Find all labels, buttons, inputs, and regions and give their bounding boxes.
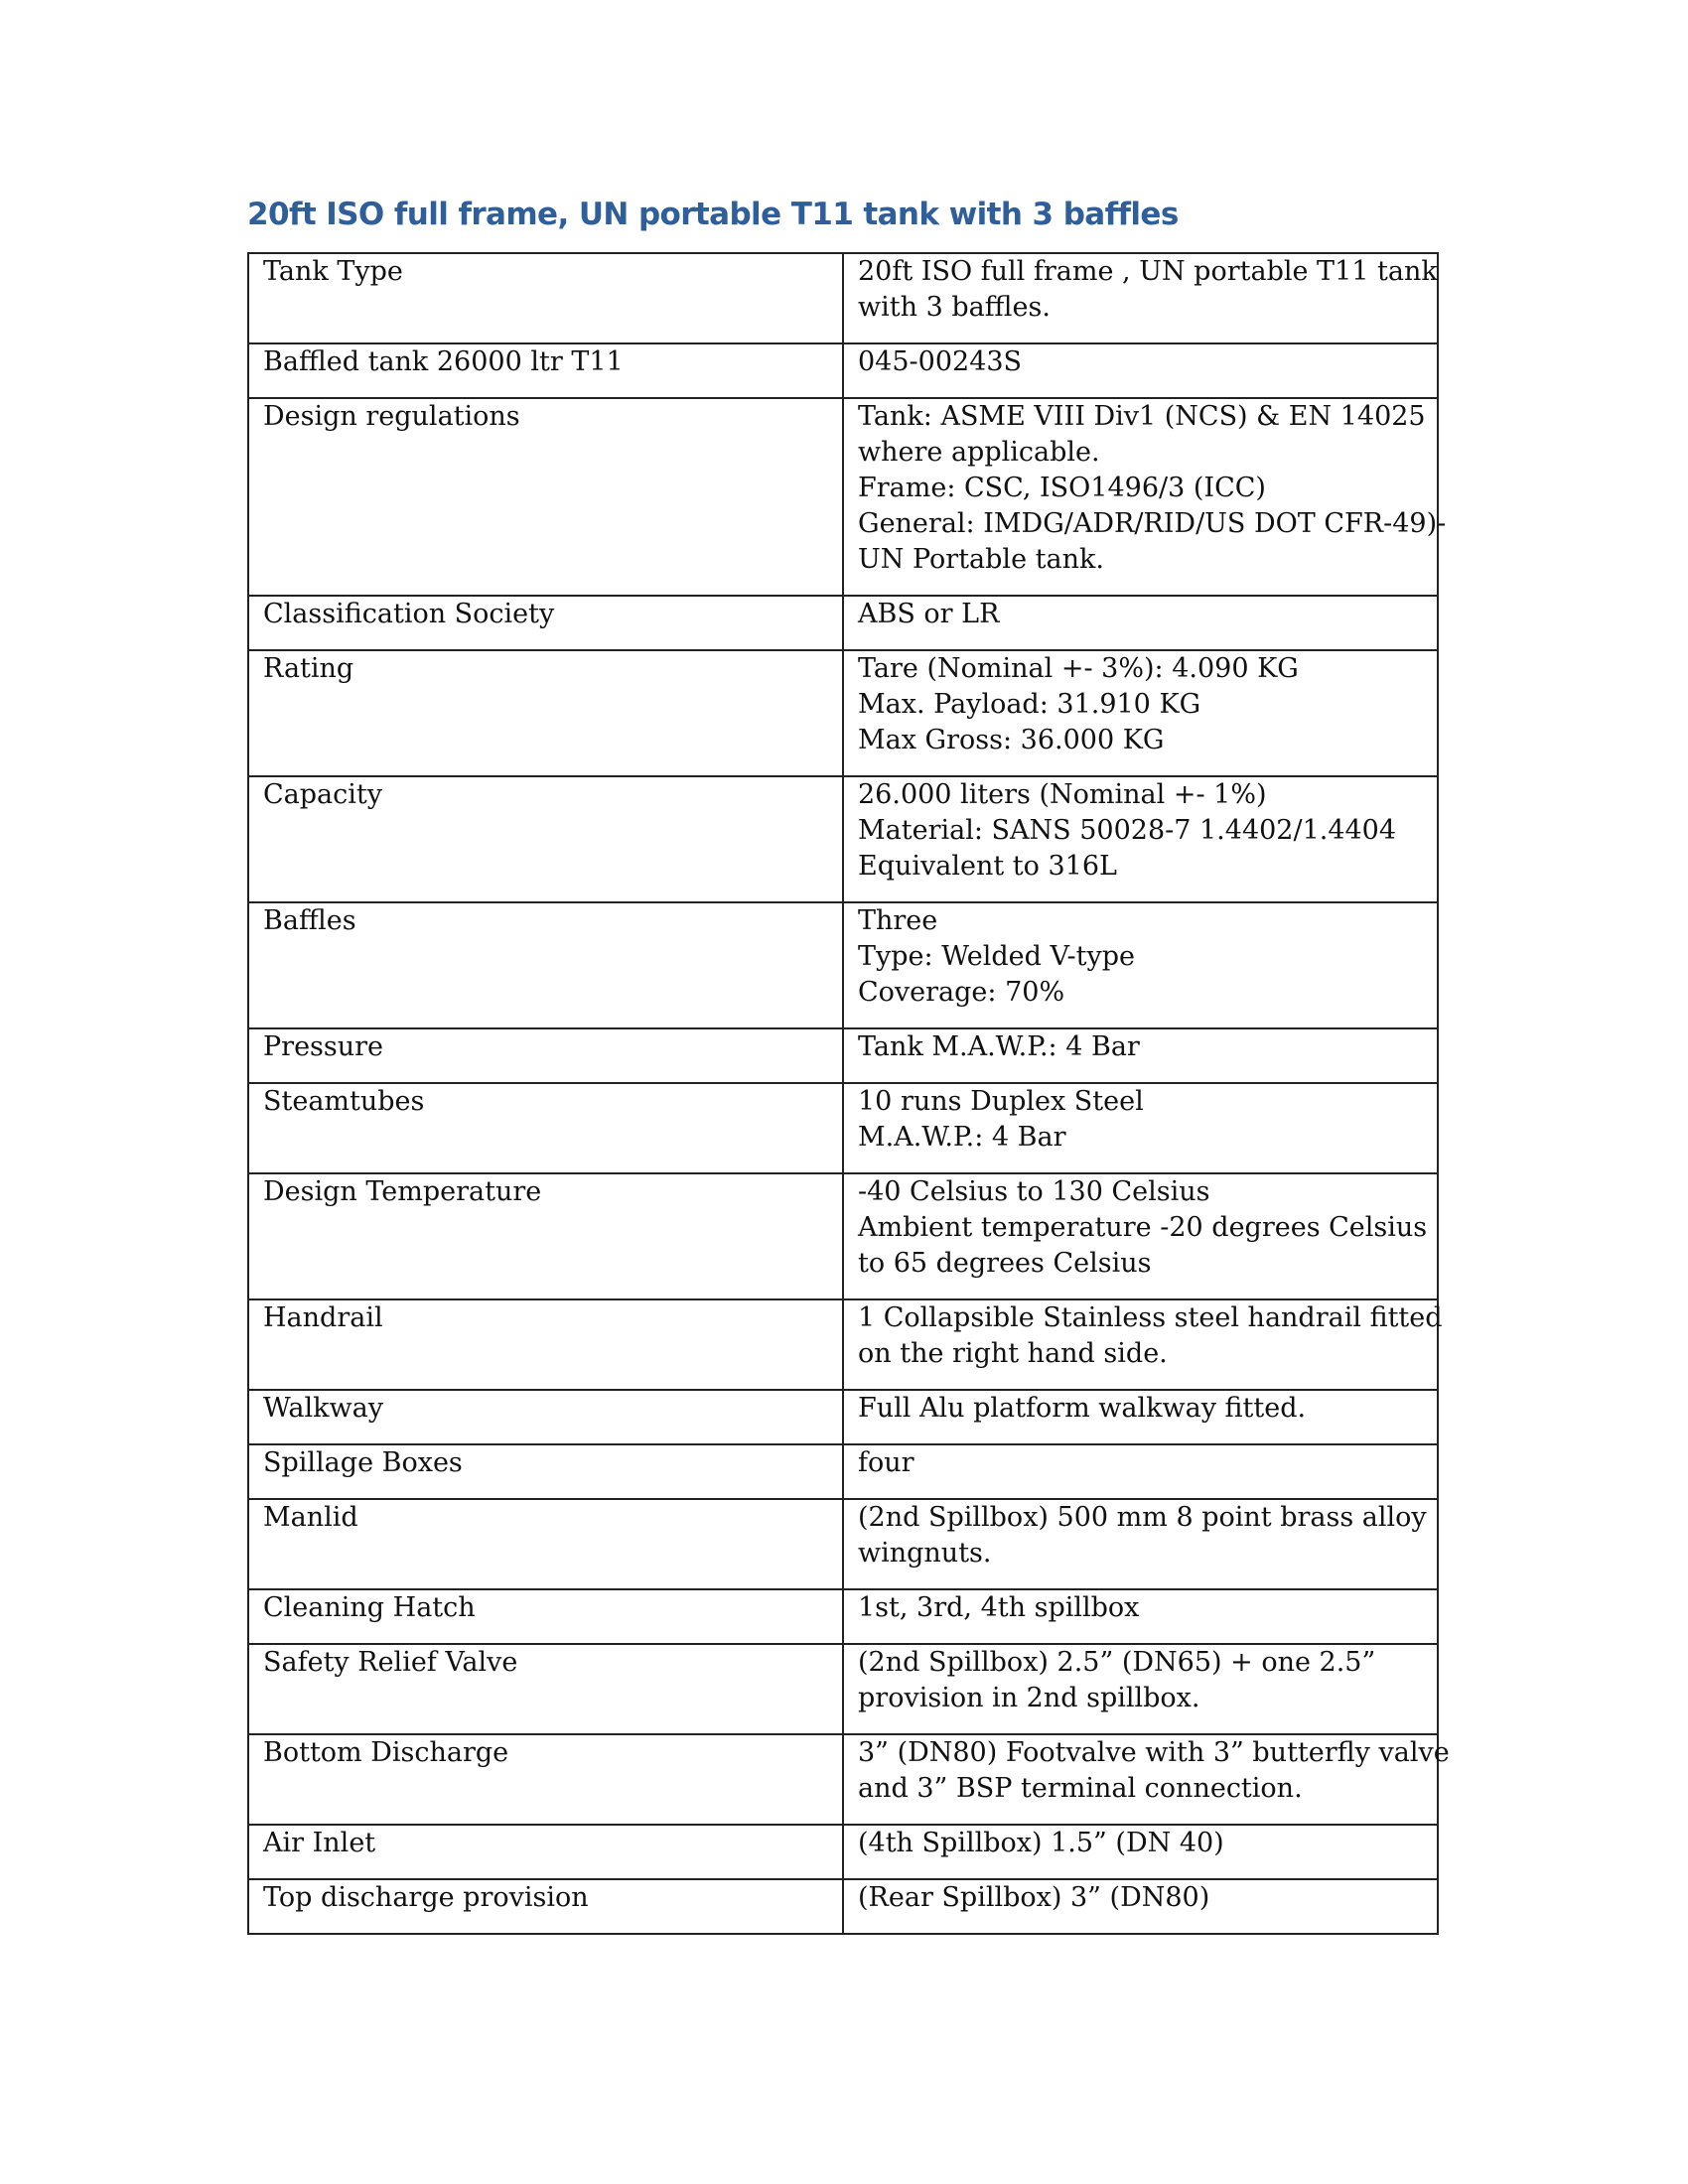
spec-label [248,253,843,343]
spec-label [248,1499,843,1589]
spec-value-line: and 3” BSP terminal connection. [858,1773,1303,1804]
spec-value-line: Tare (Nominal +- 3%): 4.090 KG [858,653,1299,684]
spec-value [843,902,1438,1028]
spec-value [843,1499,1438,1589]
table-row [248,1644,1438,1734]
spec-value-line: Coverage: 70% [858,977,1065,1008]
spec-value-line: Ambient temperature -20 degrees Celsius [858,1212,1428,1243]
spec-value-line: Material: SANS 50028-7 1.4402/1.4404 [858,815,1397,846]
table-row [248,596,1438,650]
spec-label [248,343,843,398]
table-row [248,650,1438,776]
table-row [248,776,1438,902]
spec-value [843,1390,1438,1444]
table-row [248,1083,1438,1173]
spec-label [248,1390,843,1444]
table-row [248,1499,1438,1589]
spec-value [843,1734,1450,1825]
spec-value-line: Full Alu platform walkway fitted. [858,1393,1307,1424]
spec-label [248,398,843,596]
spec-label-text: Bottom Discharge [263,1737,509,1768]
spec-label [248,902,843,1028]
spec-label-text: Tank Type [263,256,403,287]
spec-value-line: (2nd Spillbox) 2.5” (DN65) + one 2.5” [858,1647,1376,1678]
spec-value-line: (Rear Spillbox) 3” (DN80) [858,1882,1210,1913]
spec-value [843,1444,1438,1499]
table-row [248,1879,1438,1934]
table-row [248,253,1438,343]
spec-value-line: 045-00243S [858,346,1023,377]
spec-value [843,253,1438,343]
spec-label [248,1173,843,1299]
table-row [248,398,1438,596]
spec-label-text: Handrail [263,1302,383,1333]
spec-label [248,776,843,902]
table-row [248,1028,1438,1083]
spec-value [843,650,1438,776]
spec-label [248,1734,843,1825]
spec-value [843,1879,1438,1934]
spec-label-text: Safety Relief Valve [263,1647,518,1678]
spec-label-text: Rating [263,653,354,684]
spec-label [248,1444,843,1499]
spec-value-line: provision in 2nd spillbox. [858,1683,1200,1713]
spec-label-text: Top discharge provision [263,1882,589,1913]
spec-value-line: 3” (DN80) Footvalve with 3” butterfly valve [858,1737,1450,1768]
spec-label-text: Walkway [263,1393,383,1424]
spec-value-line: Three [858,905,938,936]
spec-value-line: Frame: CSC, ISO1496/3 (ICC) [858,473,1266,503]
spec-label [248,1299,843,1390]
spec-value [843,1083,1438,1173]
spec-value-line: UN Portable tank. [858,544,1104,575]
spec-value-line: on the right hand side. [858,1338,1168,1369]
spec-value-line: General: IMDG/ADR/RID/US DOT CFR-49)- [858,508,1447,539]
spec-value [843,1299,1443,1390]
spec-value-line: -40 Celsius to 130 Celsius [858,1176,1210,1207]
spec-label [248,1825,843,1879]
spec-value [843,398,1447,596]
spec-value-line: 1st, 3rd, 4th spillbox [858,1592,1140,1623]
spec-value [843,1644,1438,1734]
spec-label [248,1083,843,1173]
spec-label-text: Steamtubes [263,1086,425,1117]
spec-value [843,1173,1438,1299]
spec-label-text: Design regulations [263,401,520,432]
spec-value-line: (2nd Spillbox) 500 mm 8 point brass alloy [858,1502,1427,1533]
spec-label-text: Capacity [263,779,382,810]
table-row [248,902,1438,1028]
spec-label-text: Classification Society [263,599,555,629]
spec-value [843,776,1438,902]
spec-value-line: Max Gross: 36.000 KG [858,725,1165,755]
spec-label-text: Design Temperature [263,1176,542,1207]
spec-table [247,252,1450,1935]
spec-value-line: to 65 degrees Celsius [858,1248,1152,1279]
table-row [248,1444,1438,1499]
spec-value-line: Tank: ASME VIII Div1 (NCS) & EN 14025 [858,401,1426,432]
table-row [248,1390,1438,1444]
spec-value [843,596,1438,650]
table-row [248,1173,1438,1299]
spec-table-body [248,253,1450,1934]
spec-value-line: where applicable. [858,437,1100,468]
table-row [248,343,1438,398]
spec-label [248,1589,843,1644]
spec-label [248,1644,843,1734]
spec-label [248,1879,843,1934]
spec-label-text: Air Inlet [263,1828,376,1858]
table-row [248,1825,1438,1879]
table-row [248,1734,1438,1825]
spec-value [843,343,1438,398]
table-row [248,1589,1438,1644]
spec-label [248,1028,843,1083]
spec-value-line: 1 Collapsible Stainless steel handrail fitted [858,1302,1443,1333]
spec-value-line: 10 runs Duplex Steel [858,1086,1144,1117]
spec-value [843,1589,1438,1644]
spec-value-line: M.A.W.P.: 4 Bar [858,1122,1066,1153]
spec-value [843,1028,1438,1083]
spec-value-line: Max. Payload: 31.910 KG [858,689,1201,720]
spec-label-text: Spillage Boxes [263,1447,463,1478]
spec-value-line: with 3 baffles. [858,292,1051,323]
spec-label [248,650,843,776]
spec-label-text: Manlid [263,1502,358,1533]
spec-label-text: Pressure [263,1031,384,1062]
spec-value-line: four [858,1447,914,1478]
spec-label-text: Baffles [263,905,356,936]
spec-value-line: (4th Spillbox) 1.5” (DN 40) [858,1828,1224,1858]
table-row [248,1299,1438,1390]
spec-value-line: 20ft ISO full frame , UN portable T11 tank [858,256,1438,287]
spec-value-line: ABS or LR [858,599,1000,629]
spec-value-line: Equivalent to 316L [858,851,1117,882]
spec-value [843,1825,1438,1879]
spec-value-line: 26.000 liters (Nominal +- 1%) [858,779,1267,810]
spec-label-text: Cleaning Hatch [263,1592,476,1623]
spec-value-line: Type: Welded V-type [858,941,1136,972]
spec-label [248,596,843,650]
spec-value-line: wingnuts. [858,1538,992,1569]
page-title: 20ft ISO full frame, UN portable T11 tank with 3 baffles [247,197,1179,232]
spec-value-line: Tank M.A.W.P.: 4 Bar [858,1031,1140,1062]
spec-label-text: Baffled tank 26000 ltr T11 [263,346,624,377]
